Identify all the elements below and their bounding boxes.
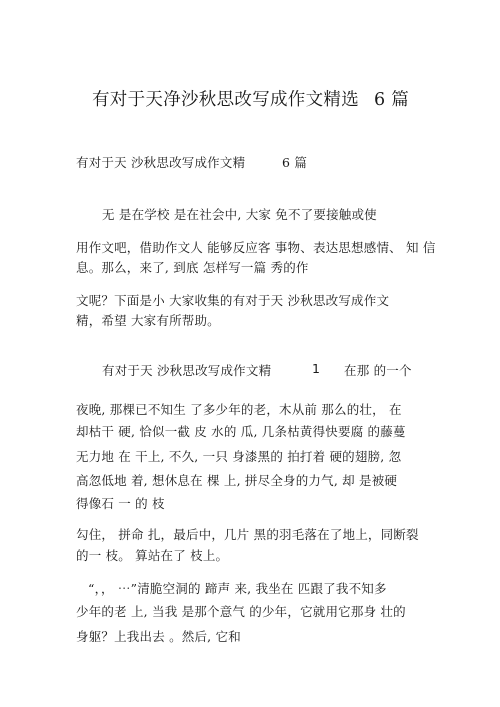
section-number: 1	[312, 361, 321, 376]
body-line: 高忽低地 着, 想休息在 棵 上, 拼尽全身的力气, 却 是被硬	[76, 473, 398, 488]
intro-line: 精，希望 大家有所帮助。	[76, 313, 220, 328]
intro-line: 用作文吧，借助作文人 能够反应客 事物、表达思想感情、 知 信	[76, 240, 436, 255]
body-line: 得像石 一 的 枝	[76, 496, 165, 511]
title-text: 有对于天净沙秋思改写成作文精选	[92, 90, 359, 110]
body-line: 的一 枝。 算站在了 枝上。	[76, 548, 229, 563]
intro-line: 无 是在学校 是在社会中, 大家 免不了要接触或使	[102, 207, 377, 222]
body-line: 身躯？上我出去 。然后, 它和	[76, 629, 241, 644]
body-line: 却枯干 硬, 恰似一截 皮 水的 瓜, 几条枯黄得快要腐 的藤蔓	[76, 424, 406, 439]
document-title	[92, 86, 410, 111]
body-line: 无力地 在 干上, 不久, 一只 身漆黑的 拍打着 硬的翅膀, 忽	[76, 449, 402, 464]
intro-line: 文呢？下面是小 大家收集的有对于天 沙秋思改写成作文	[76, 293, 390, 308]
subheading-text: 有对于天 沙秋思改写成作文精	[76, 155, 246, 170]
body-line: 勾住， 拼命 扎，最后中，几片 黑的羽毛落在了地上，同断裂	[76, 527, 419, 542]
body-line: 少年的老 上, 当我 是那个意气 的少年，它就用它那身 壮的	[76, 604, 406, 619]
subheading	[76, 153, 308, 171]
section-heading	[102, 361, 412, 379]
title-count: 6 篇	[374, 90, 410, 110]
section-heading-tail: 在那 的一个	[344, 363, 412, 378]
subheading-count: 6 篇	[282, 155, 308, 170]
intro-line: 息。那么，来了, 到底 怎样写一篇 秀的作	[76, 260, 309, 275]
body-line: 夜晚, 那棵已不知生 了多少年的老，木从前 那么的壮， 在	[76, 402, 402, 417]
body-line: “，， ⋯”清脆空洞的 蹄声 来, 我坐在 匹跟了我不知多	[88, 581, 387, 596]
section-heading-text: 有对于天 沙秋思改写成作文精	[102, 363, 272, 378]
